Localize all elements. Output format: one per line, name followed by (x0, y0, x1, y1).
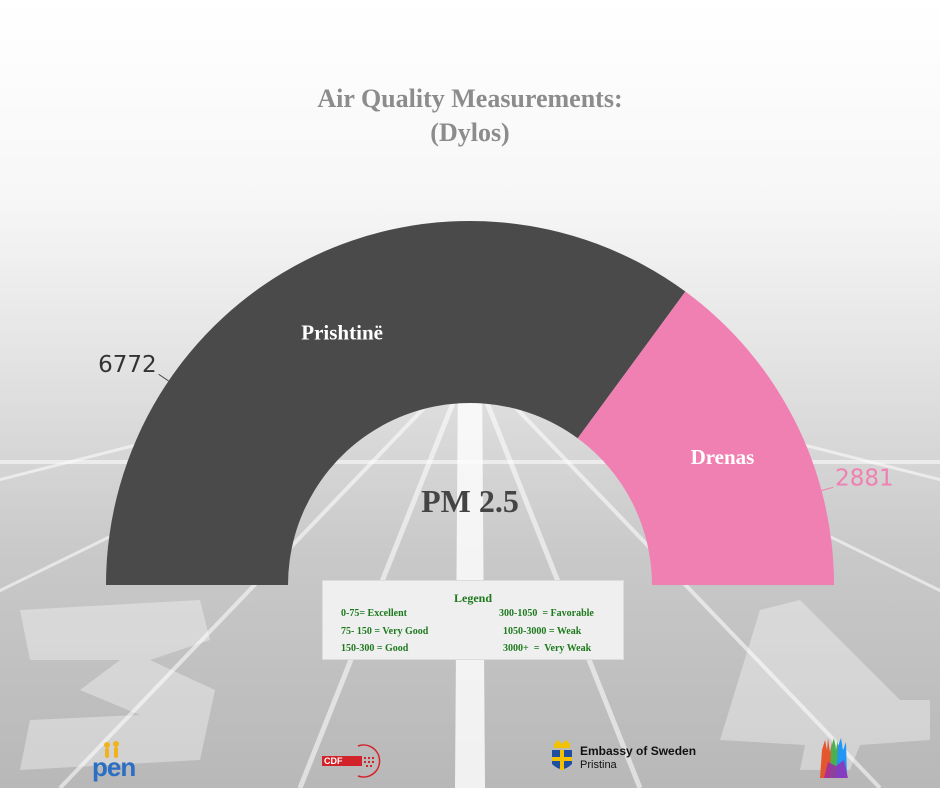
raised-hands-icon (816, 736, 852, 780)
legend-title: Legend (453, 591, 492, 605)
embassy-city: Pristina (580, 759, 617, 771)
cdf-logo-text: CDF (324, 756, 343, 766)
center-label: PM 2.5 (421, 483, 519, 519)
legend-item: 75- 150 = Very Good (341, 626, 429, 637)
segment-value-label: 6772 (98, 352, 157, 379)
chart-title: Air Quality Measurements: (317, 84, 623, 113)
legend-item: 300-1050 = Favorable (499, 608, 594, 619)
pen-logo-text: pen (92, 752, 136, 782)
legend-item: 150-300 = Good (341, 643, 409, 654)
chart-subtitle: (Dylos) (430, 118, 510, 147)
hands-logo (816, 736, 852, 780)
legend-item: 0-75= Excellent (341, 608, 407, 619)
swedish-crest-icon (550, 740, 574, 774)
cdf-logo (320, 742, 390, 778)
value-leader-line (822, 487, 834, 490)
segment-category-label: Prishtinë (301, 320, 383, 345)
segment-category-label: Drenas (690, 445, 755, 470)
embassy-logo (550, 740, 710, 780)
legend-box (322, 580, 624, 660)
legend-item: 3000+ = Very Weak (503, 643, 592, 654)
value-leader-line (159, 374, 169, 381)
pen-logo (92, 740, 142, 784)
legend-item: 1050-3000 = Weak (503, 626, 582, 637)
embassy-name: Embassy of Sweden (580, 744, 697, 758)
gauge-segment-1 (106, 221, 685, 585)
segment-value-label: 2881 (835, 465, 894, 492)
